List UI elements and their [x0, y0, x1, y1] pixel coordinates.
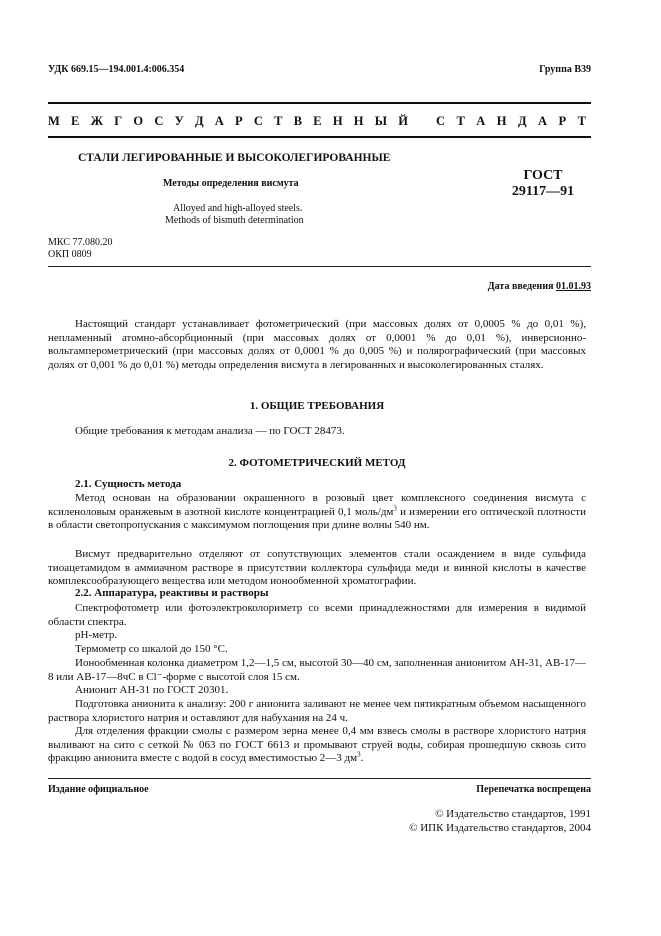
- udk-code: УДК 669.15—194.001.4:006.354: [48, 64, 185, 75]
- banner-letter: Т: [274, 114, 283, 128]
- section-2-heading: 2. ФОТОМЕТРИЧЕСКИЙ МЕТОД: [228, 457, 406, 469]
- effective-date-value: 01.01.93: [556, 281, 591, 292]
- okp-code: ОКП 0809: [48, 249, 92, 260]
- gost-number: 29117—91: [511, 184, 575, 199]
- banner-letter: Т: [577, 114, 586, 128]
- section-1-text: Общие требования к методам анализа — по ГОСТ 28473.: [75, 425, 345, 437]
- line-thermometer: Термометр со шкалой до 150 °С.: [75, 643, 228, 655]
- p6-sup: 3: [357, 750, 361, 759]
- banner-letter: О: [133, 114, 144, 128]
- p1-text-a: Метод основан на образовании окрашенного в розовый цвет комплексного соединения висмута с ксиленоловым оранжевым в азотной кислоте концентрацией 0,1 моль/дм: [48, 492, 586, 518]
- banner-letter: В: [293, 114, 303, 128]
- banner-letter: Н: [496, 114, 507, 128]
- reprint-notice: Перепечатка воспрещена: [476, 784, 591, 795]
- banner-letter: Е: [313, 114, 322, 128]
- banner-letter: Н: [332, 114, 343, 128]
- banner-letter: У: [174, 114, 184, 128]
- banner-letter: А: [476, 114, 486, 128]
- intro-paragraph: Настоящий стандарт устанавливает фотометрический (при массовых долях от 0,0005 % до 0,01 %), непламенный атомно-абсорбционный (при массовых долях от 0,0001 % до 0,01 %), инверсионно-вольтамперометрический (при массовых долях от 0,0001 % до 0,005 %) и полярографический (при массовых долях от 0,001 % до 0,01 %) методы определения висмута в легированных и высоколегированных сталях.: [48, 318, 586, 371]
- banner-letter: М: [48, 114, 60, 128]
- banner-letter: Д: [517, 114, 527, 128]
- banner-rule: [48, 136, 591, 138]
- banner-letter: Ж: [90, 114, 103, 128]
- banner-letter: С: [436, 114, 446, 128]
- p1-sup: 3: [393, 503, 397, 512]
- p1-text-b: и измерении его оптической плотности в области светопропускания с максимумом поглощения при длине волны 540 нм.: [48, 505, 586, 532]
- banner-letter: Е: [71, 114, 80, 128]
- banner-letter: С: [253, 114, 263, 128]
- banner-letter: Й: [398, 114, 408, 128]
- banner-letter: Р: [558, 114, 567, 128]
- effective-date: [488, 281, 591, 292]
- title-methods: Методы определения висмута: [163, 178, 299, 189]
- paragraph-2-1-b: Висмут предварительно отделяют от сопутствующих элементов стали осаждением в виде сульфида тиоацетамидом в аммиачном растворе в присутствии коллектора сульфида меди и винной кислоты в качестве комплексообразующего вещества или методом ионообменной хроматографии.: [48, 548, 586, 588]
- banner-letter: С: [154, 114, 164, 128]
- effective-date-label: Дата введения: [487, 281, 554, 292]
- banner-letter: А: [538, 114, 548, 128]
- paragraph-spectrophotometer: Спектрофотометр или фотоэлектроколориметр со всеми принадлежностями для измерения в видимой области спектра.: [48, 602, 586, 628]
- banner-letter: Г: [114, 114, 123, 128]
- line-anionite: Анионит АН-31 по ГОСТ 20301.: [75, 684, 229, 696]
- mks-code: МКС 77.080.20: [48, 237, 113, 248]
- title-en-line1: Alloyed and high-alloyed steels.: [173, 203, 303, 214]
- paragraph-2-1-a: [48, 492, 586, 533]
- banner-letter: Н: [353, 114, 364, 128]
- official-edition: Издание официальное: [48, 784, 149, 795]
- title-en-line2: Methods of bismuth determination: [165, 215, 304, 226]
- footer-rule: [48, 778, 591, 779]
- classifier-rule: [48, 266, 591, 267]
- banner-letter: Д: [194, 114, 204, 128]
- copyright-2004: © ИПК Издательство стандартов, 2004: [409, 822, 591, 834]
- subsection-2-2-heading: 2.2. Аппаратура, реактивы и растворы: [75, 587, 269, 599]
- interstate-standard-banner: [48, 114, 586, 129]
- top-rule: [48, 102, 591, 104]
- paragraph-anionite-prep: Подготовка анионита к анализу: 200 г анионита заливают не менее чем пятикратным объемом насыщенного раствора хлористого натрия и оставляют для набухания на 24 ч.: [48, 698, 586, 724]
- banner-letter: Ы: [374, 114, 388, 128]
- title-ru: СТАЛИ ЛЕГИРОВАННЫЕ И ВЫСОКОЛЕГИРОВАННЫЕ: [78, 152, 391, 164]
- banner-right-word: [436, 114, 586, 129]
- p6-text-b: .: [360, 752, 364, 765]
- paragraph-fraction: [48, 725, 586, 766]
- banner-left-word: [48, 114, 408, 129]
- copyright-1991: © Издательство стандартов, 1991: [435, 808, 591, 820]
- banner-letter: Т: [456, 114, 465, 128]
- subsection-2-1-heading: 2.1. Сущность метода: [75, 478, 182, 490]
- group-code: Группа В39: [539, 64, 591, 75]
- line-ph-meter: рН-метр.: [75, 629, 118, 641]
- section-1-heading: 1. ОБЩИЕ ТРЕБОВАНИЯ: [249, 400, 385, 412]
- paragraph-ion-column: Ионообменная колонка диаметром 1,2—1,5 см, высотой 30—40 см, заполненная анионитом АН-31, АВ-17—8 или АВ-17—8чС в Cl⁻-форме с высотой слоя 15 см.: [48, 657, 586, 683]
- banner-letter: Р: [235, 114, 243, 128]
- p6-text-a: Для отделения фракции смолы с размером зерна менее 0,4 мм взвесь смолы в растворе хлористого натрия выливают на сито с сеткой № 063 по ГОСТ 6613 и промывают струей воды, собирая прошедшую сквозь сито фракцию анионита вместе с водой в сосуд вместимостью 2—3 дм: [48, 725, 586, 765]
- gost-label: ГОСТ: [523, 168, 563, 183]
- banner-letter: А: [214, 114, 224, 128]
